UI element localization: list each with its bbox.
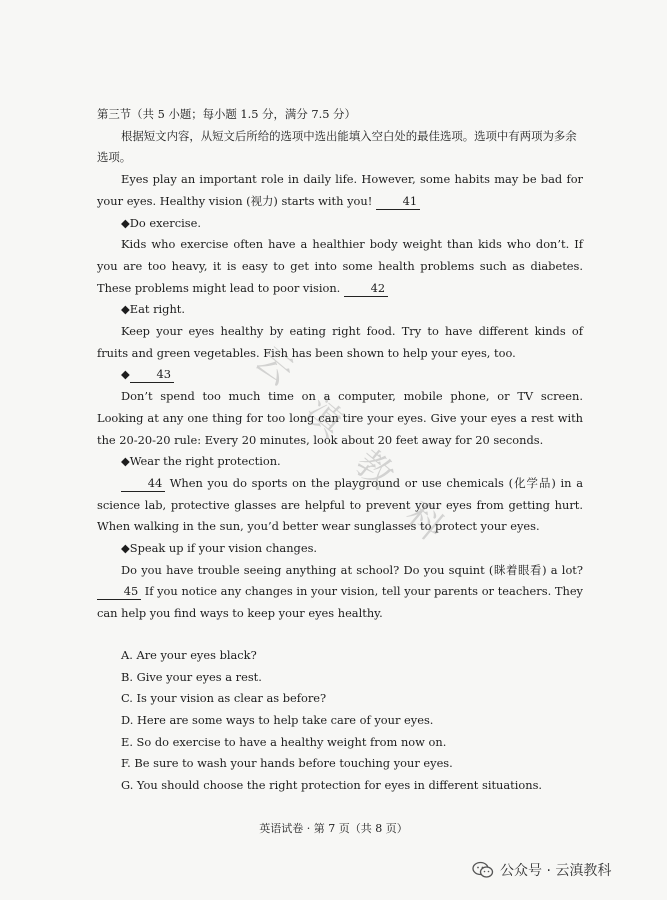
blank-43: 43 (130, 367, 174, 383)
tip-blank-43 (97, 364, 583, 386)
section-instructions: 根据短文内容，从短文后所给的选项中选出能填入空白处的最佳选项。选项中有两项为多余选项。 (97, 128, 577, 165)
tip-eat-right: ◆Eat right. (121, 302, 185, 317)
intro-text: Eyes play an important role in daily life. However, some habits may be bad for your eyes. Healthy vision (视力) starts with you! (97, 172, 583, 208)
tip-speak-up: ◆Speak up if your vision changes. (121, 541, 318, 556)
wechat-icon (472, 861, 494, 879)
option-a: A. Are your eyes black? (121, 647, 257, 662)
brand-text: 公众号 · 云滇教科 (500, 863, 612, 879)
para-2-text: Kids who exercise often have a healthier body weight than kids who don’t. If you are too heavy, it is easy to get into some health problems such as diabetes. These problems might lead to poor vision. (97, 237, 583, 295)
brand-signature (472, 860, 611, 880)
option-c: C. Is your vision as clear as before? (121, 691, 327, 706)
blank-42: 42 (344, 281, 388, 297)
option-b: B. Give your eyes a rest. (121, 669, 262, 684)
passage-para-5 (97, 473, 583, 538)
tip-wear-protection: ◆Wear the right protection. (121, 454, 281, 469)
option-e: E. So do exercise to have a healthy weight from now on. (121, 734, 447, 749)
spacer (97, 625, 583, 645)
blank-44: 44 (121, 476, 165, 492)
page-footer: 英语试卷 · 第 7 页（共 8 页） (259, 822, 408, 835)
watermark-char: 滇 (297, 390, 352, 446)
section-heading: 第三节（共 5 小题；每小题 1.5 分，满分 7.5 分） (97, 107, 356, 121)
watermark-char: 云 (247, 338, 302, 394)
passage-intro (97, 169, 583, 212)
blank-41: 41 (376, 194, 420, 210)
passage-para-3: Keep your eyes healthy by eating right food. Try to have different kinds of fruits and green vegetables. Fish has been shown to help your eyes, too. (97, 324, 583, 360)
watermark-char: 科 (397, 494, 452, 550)
passage-para-6 (97, 560, 583, 625)
options-list (97, 645, 583, 797)
para-6-text-b: If you notice any changes in your vision, tell your parents or teachers. They can help you find ways to keep your eyes healthy. (97, 584, 583, 621)
tip-do-exercise: ◆Do exercise. (121, 215, 201, 230)
para-5-text: When you do sports on the playground or use chemicals (化学品) in a science lab, protective glasses are helpful to prevent your eyes from getting hurt. When walking in the sun, you’d better wear sunglasses to protect your eyes. (97, 475, 583, 534)
watermark-char: 教 (347, 442, 402, 498)
tip-3-bullet: ◆ (121, 367, 130, 382)
para-6-text-a: Do you have trouble seeing anything at school? Do you squint (眯着眼看) a lot? (121, 562, 583, 577)
option-g: G. You should choose the right protection for eyes in different situations. (121, 778, 543, 793)
option-f: F. Be sure to wash your hands before touching your eyes. (121, 756, 453, 771)
option-d: D. Here are some ways to help take care of your eyes. (121, 712, 434, 727)
passage-para-2 (97, 234, 583, 299)
blank-45: 45 (97, 584, 141, 600)
passage-para-4: Don’t spend too much time on a computer, mobile phone, or TV screen. Looking at any one thing for too long can tire your eyes. Give your eyes a rest with the 20-20-20 rule: Every 20 minutes, look about 20 feet away for 20 seconds. (97, 389, 583, 447)
exam-content (97, 104, 583, 797)
